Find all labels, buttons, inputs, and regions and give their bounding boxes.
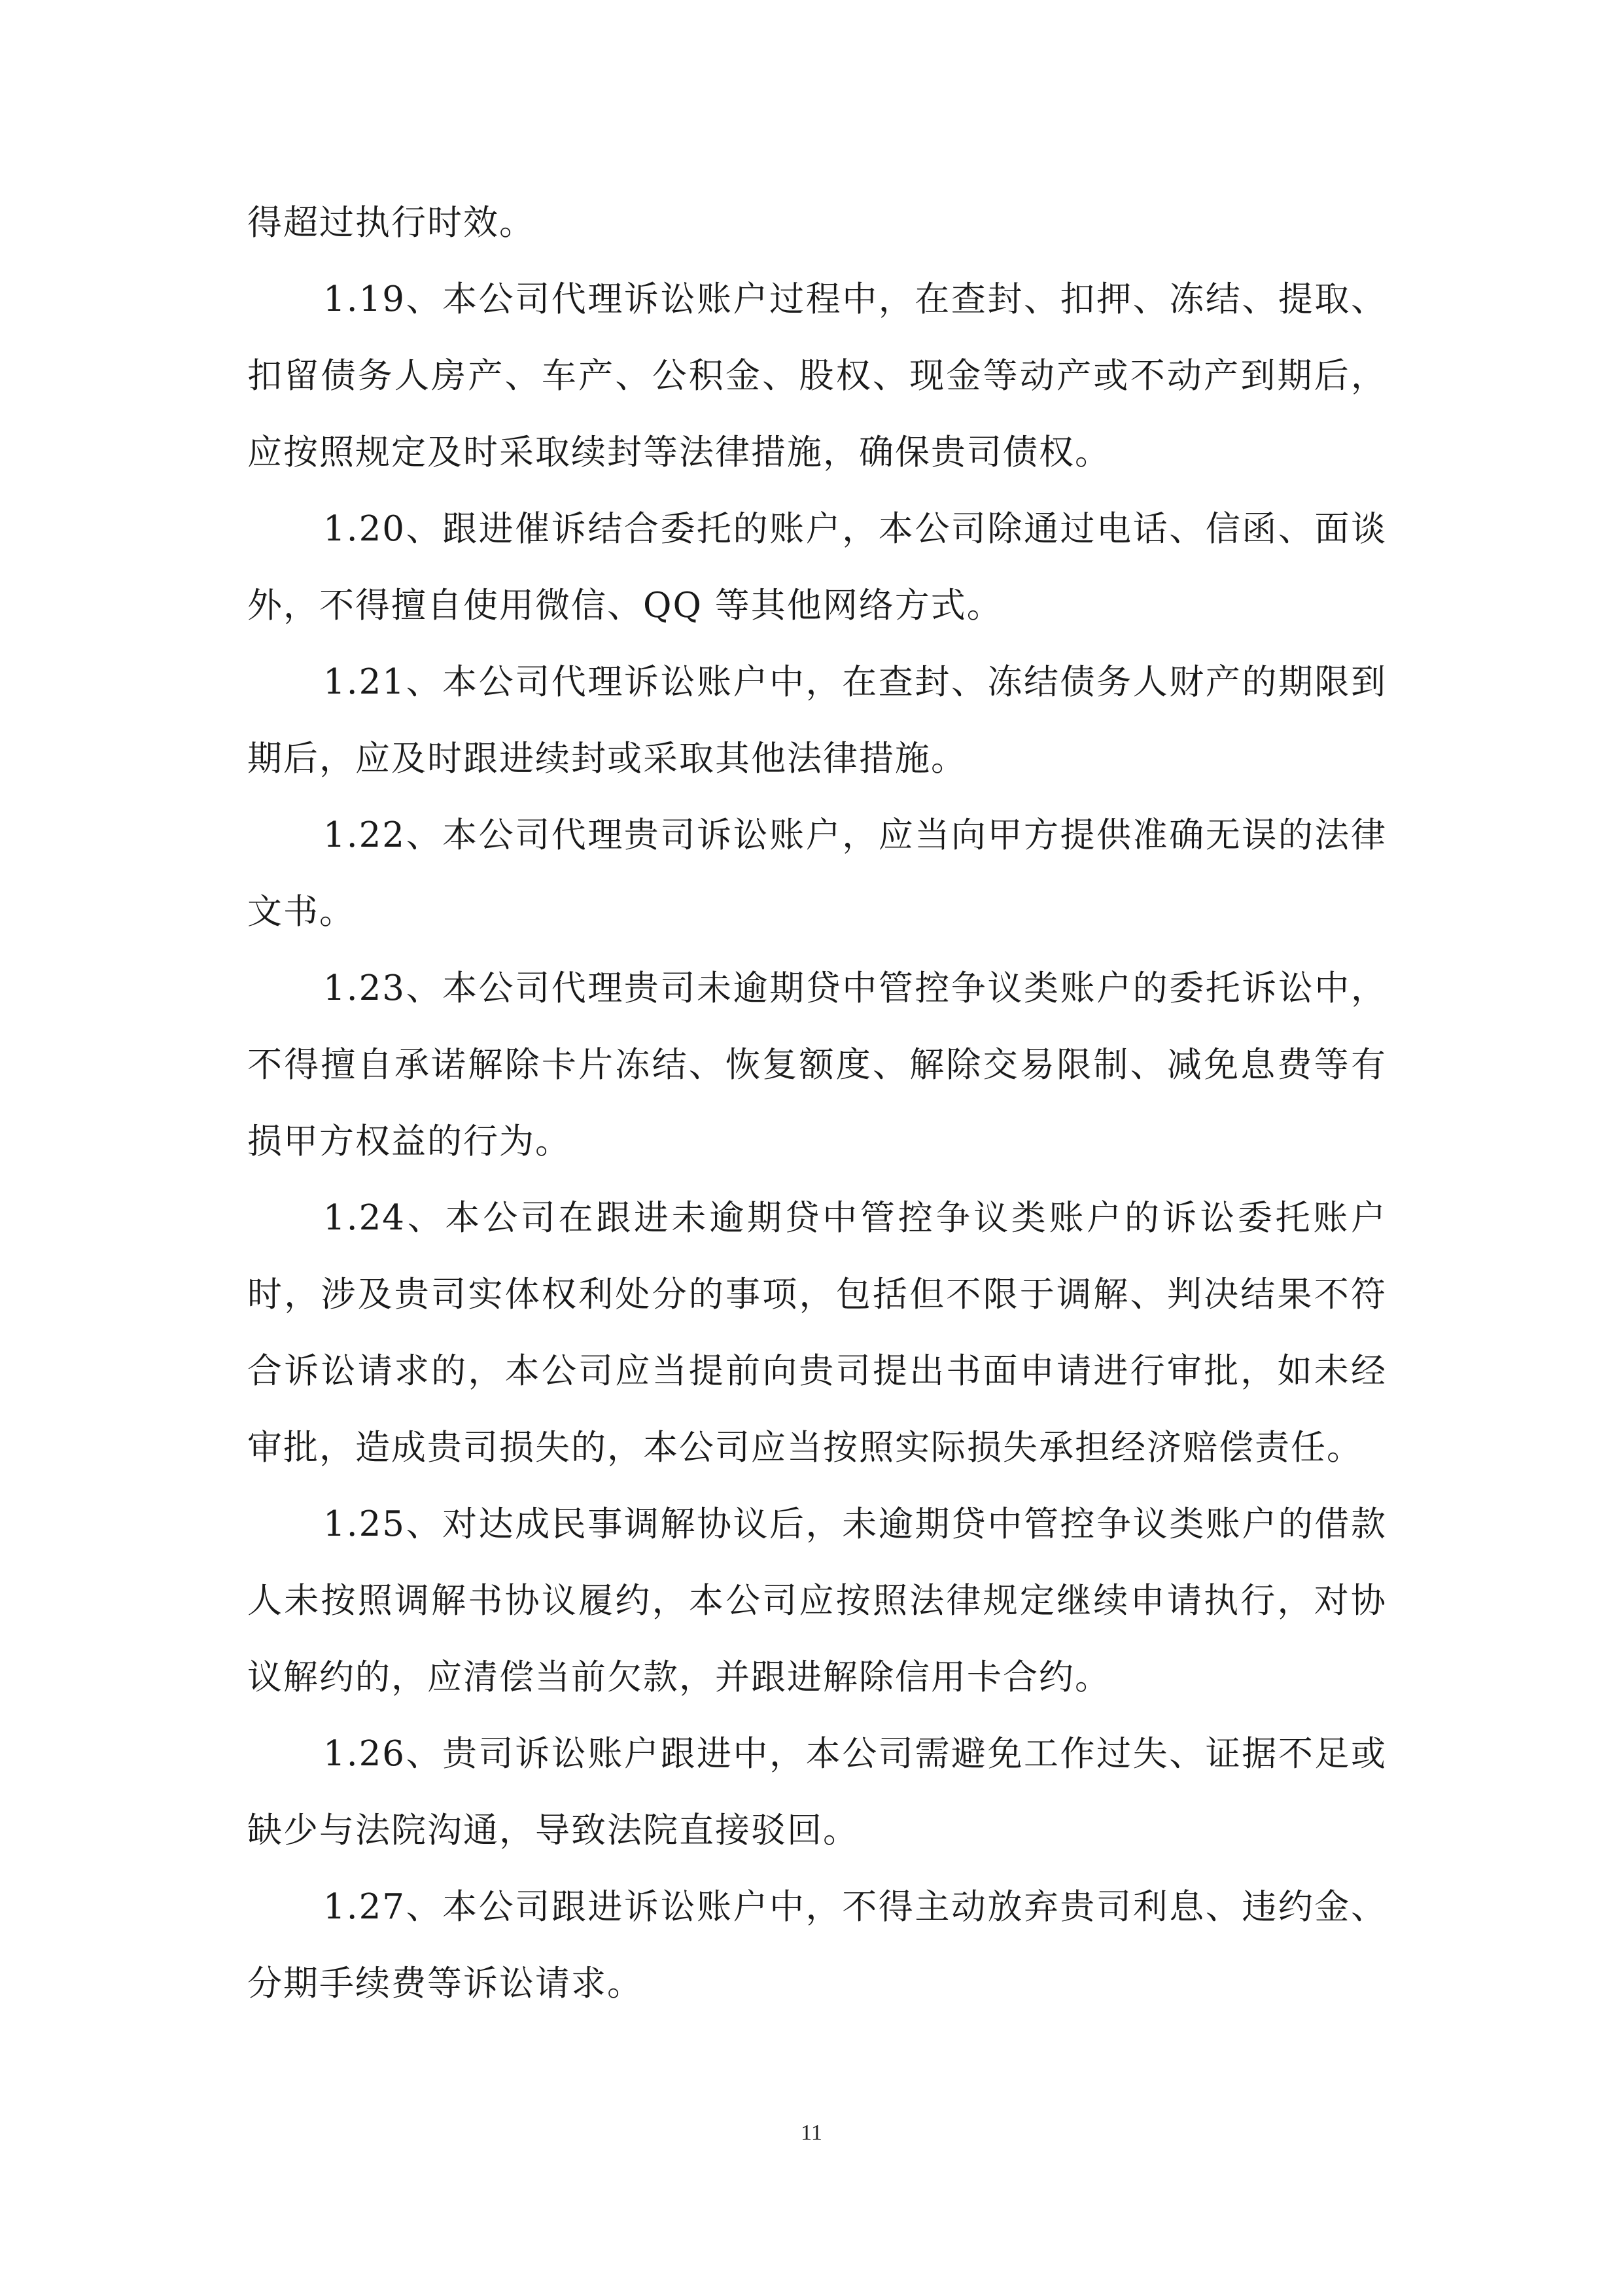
paragraph-continuation: 得超过执行时效。 xyxy=(247,203,535,243)
clause-1-24: 1.24、本公司在跟进未逾期贷中管控争议类账户的诉讼委托账户时，涉及贵司实体权利处分的事项，包括但不限于调解、判决结果不符合诉讼请求的，本公司应当提前向贵司提出书面申请进行审批，如未经审批，造成贵司损失的，本公司应当按照实际损失承担经济赔偿责任。 xyxy=(247,1198,1387,1468)
clause-1-20: 1.20、跟进催诉结合委托的账户，本公司除通过电话、信函、面谈外，不得擅自使用微信、QQ 等其他网络方式。 xyxy=(247,509,1387,626)
clause-1-27: 1.27、本公司跟进诉讼账户中，不得主动放弃贵司利息、违约金、分期手续费等诉讼请求。 xyxy=(247,1887,1387,2004)
page-number: 11 xyxy=(801,2121,822,2145)
clause-1-23: 1.23、本公司代理贵司未逾期贷中管控争议类账户的委托诉讼中，不得擅自承诺解除卡片冻结、恢复额度、解除交易限制、减免息费等有损甲方权益的行为。 xyxy=(247,968,1387,1161)
clause-1-25: 1.25、对达成民事调解协议后，未逾期贷中管控争议类账户的借款人未按照调解书协议履约，本公司应按照法律规定继续申请执行，对协议解约的，应清偿当前欠款，并跟进解除信用卡合约。 xyxy=(247,1504,1387,1697)
document-body xyxy=(247,185,1387,2022)
clause-1-21: 1.21、本公司代理诉讼账户中，在查封、冻结债务人财产的期限到期后，应及时跟进续封或采取其他法律措施。 xyxy=(247,662,1387,779)
clause-1-22: 1.22、本公司代理贵司诉讼账户，应当向甲方提供准确无误的法律文书。 xyxy=(247,815,1387,932)
clause-1-26: 1.26、贵司诉讼账户跟进中，本公司需避免工作过失、证据不足或缺少与法院沟通，导致法院直接驳回。 xyxy=(247,1734,1387,1850)
clause-1-19: 1.19、本公司代理诉讼账户过程中，在查封、扣押、冻结、提取、扣留债务人房产、车产、公积金、股权、现金等动产或不动产到期后，应按照规定及时采取续封等法律措施，确保贵司债权。 xyxy=(247,279,1387,472)
